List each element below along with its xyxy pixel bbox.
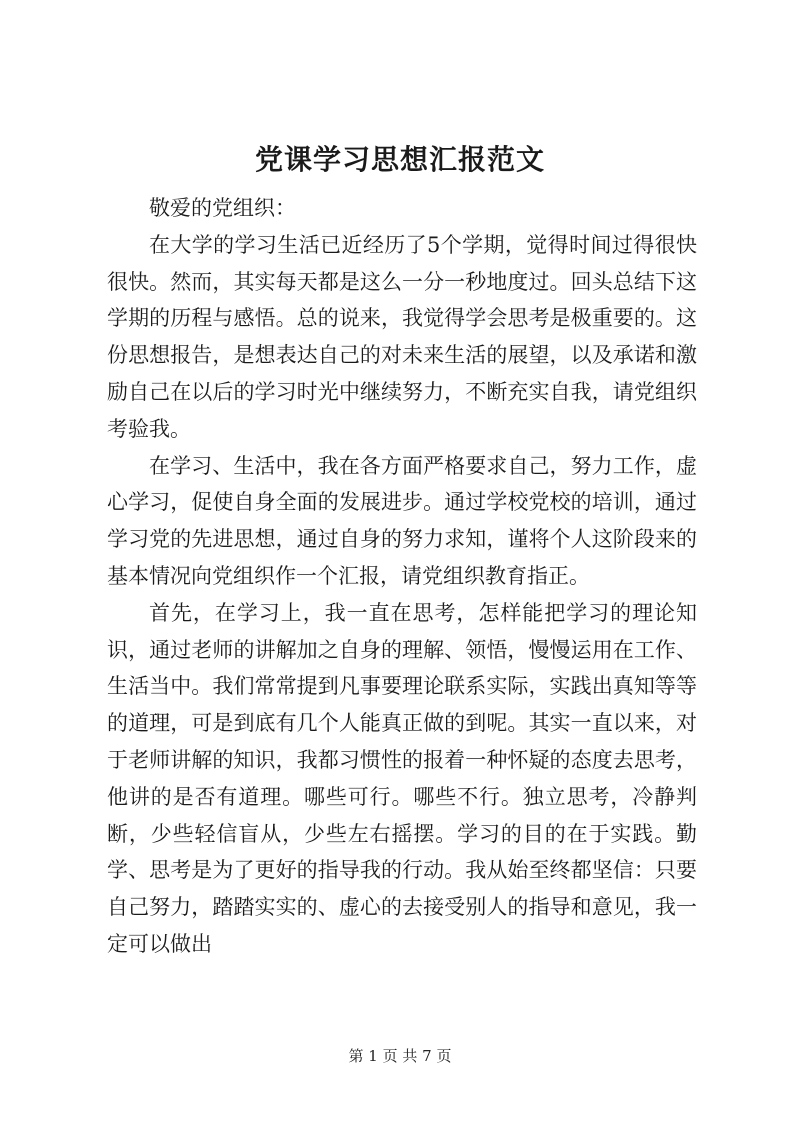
page-title: 党课学习思想汇报范文	[254, 143, 545, 176]
page-footer: 第 1 页 共 7 页	[348, 1047, 452, 1065]
paragraph-2: 在学习、生活中，我在各方面严格要求自己，努力工作，虚心学习，促使自身全面的发展进步。通过学校党校的培训，通过学习党的先进思想，通过自身的努力求知，谨将个人这阶段来的基本情况向党组织作一个汇报，请党组织教育指正。	[107, 453, 697, 588]
paragraph-1: 在大学的学习生活已近经历了5个学期，觉得时间过得很快很快。然而，其实每天都是这么一分一秒地度过。回头总结下这学期的历程与感悟。总的说来，我觉得学会思考是极重要的。这份思想报告，是想表达自己的对未来生活的展望，以及承诺和激励自己在以后的学习时光中继续努力，不断充实自我，请党组织考验我。	[107, 232, 697, 441]
salutation: 敬爱的党组织：	[149, 196, 296, 220]
document-body	[107, 190, 697, 963]
paragraph-3: 首先，在学习上，我一直在思考，怎样能把学习的理论知识，通过老师的讲解加之自身的理解、领悟，慢慢运用在工作、生活当中。我们常常提到凡事要理论联系实际，实践出真知等等的道理，可是到底有几个人能真正做的到呢。其实一直以来，对于老师讲解的知识，我都习惯性的报着一种怀疑的态度去思考，他讲的是否有道理。哪些可行。哪些不行。独立思考，冷静判断，少些轻信盲从，少些左右摇摆。学习的目的在于实践。勤学、思考是为了更好的指导我的行动。我从始至终都坚信：只要自己努力，踏踏实实的、虚心的去接受别人的指导和意见，我一定可以做出	[107, 600, 697, 956]
